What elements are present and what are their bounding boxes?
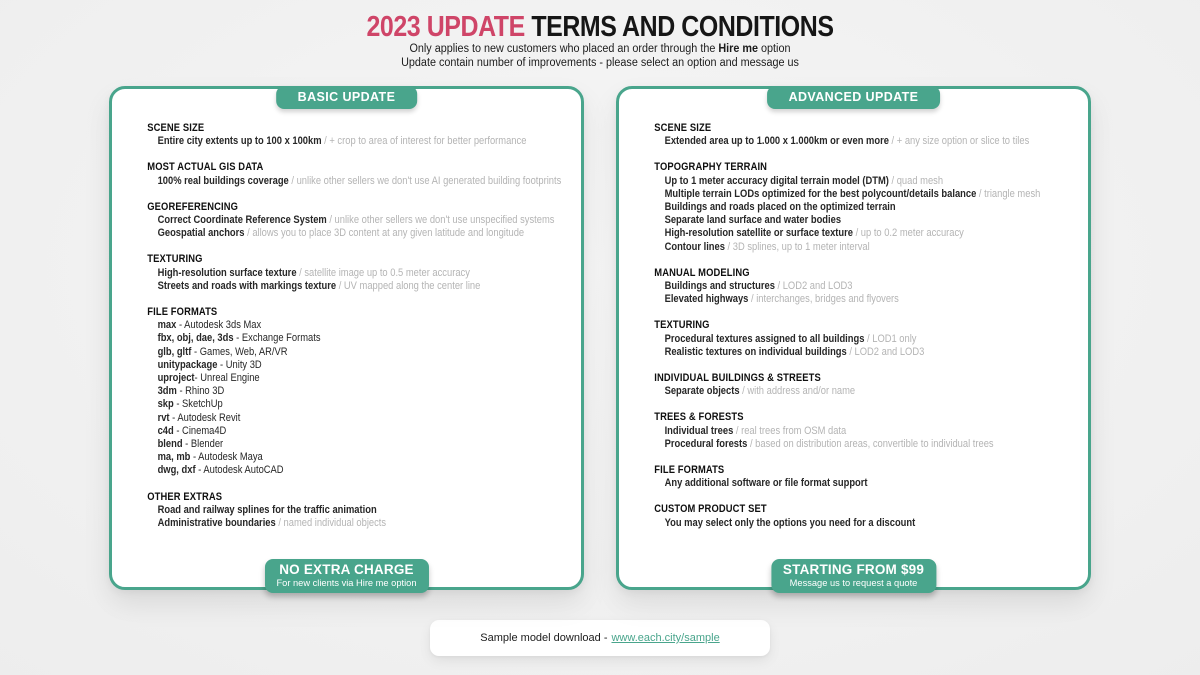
panel-advanced-update	[616, 86, 1091, 590]
section-header: GEOREFERENCING	[147, 200, 239, 213]
feature-item	[147, 504, 570, 517]
feature-main: High-resolution surface texture	[157, 266, 297, 279]
feature-main: Separate objects	[664, 385, 740, 398]
feature-note: / up to 0.2 meter accuracy	[852, 227, 964, 240]
feature-main: Geospatial anchors	[157, 227, 245, 240]
section	[147, 122, 570, 148]
feature-note: / + any size option or slice to tiles	[888, 135, 1030, 148]
format-description: - Blender	[182, 438, 224, 451]
feature-note: / unlike other sellers we don't use AI generated building footprints	[288, 174, 562, 187]
section	[654, 503, 1077, 529]
feature-item	[147, 267, 570, 280]
feature-main: Realistic textures on individual buildings	[664, 345, 847, 358]
badge-title: NO EXTRA CHARGE	[279, 561, 414, 577]
feature-note: / unlike other sellers we don't use unspecified systems	[326, 214, 555, 227]
feature-note: / quad mesh	[888, 174, 944, 187]
format-name: blend	[157, 438, 183, 451]
section	[147, 253, 570, 293]
feature-main: Multiple terrain LODs optimized for the best polycount/details balance	[664, 187, 977, 200]
section	[654, 319, 1077, 359]
title-highlight: 2023 UPDATE	[366, 11, 525, 43]
feature-item	[654, 214, 1077, 227]
feature-item	[654, 175, 1077, 188]
feature-main: Entire city extents up to 100 x 100km	[157, 135, 322, 148]
feature-item	[147, 425, 570, 438]
badge-subtitle: Message us to request a quote	[789, 577, 918, 588]
format-name: skp	[157, 398, 174, 411]
feature-note: / LOD2 and LOD3	[774, 280, 853, 293]
feature-item	[147, 372, 570, 385]
feature-main: Buildings and structures	[664, 280, 775, 293]
feature-note: / allows you to place 3D content at any given latitude and longitude	[244, 227, 525, 240]
feature-note: / 3D splines, up to 1 meter interval	[724, 240, 870, 253]
format-name: 3dm	[157, 385, 177, 398]
format-description: - SketchUp	[173, 398, 223, 411]
feature-main: Extended area up to 1.000 x 1.000km or even more	[664, 135, 889, 148]
section-header: TREES & FORESTS	[654, 411, 744, 424]
feature-note: / + crop to area of interest for better performance	[321, 135, 527, 148]
feature-item	[654, 438, 1077, 451]
feature-note: / interchanges, bridges and flyovers	[748, 293, 899, 306]
feature-main: You may select only the options you need for a discount	[664, 516, 916, 529]
feature-note: / LOD2 and LOD3	[846, 345, 925, 358]
feature-item	[147, 135, 570, 148]
starting-price-badge	[771, 559, 936, 594]
section-header: INDIVIDUAL BUILDINGS & STREETS	[654, 372, 821, 385]
feature-item	[654, 346, 1077, 359]
feature-note: / based on distribution areas, convertible to individual trees	[747, 437, 994, 450]
feature-main: Contour lines	[664, 240, 725, 253]
feature-item	[654, 241, 1077, 254]
format-name: rvt	[157, 411, 170, 424]
feature-note: / with address and/or name	[739, 385, 856, 398]
feature-item	[147, 359, 570, 372]
feature-item	[654, 280, 1077, 293]
feature-item	[654, 425, 1077, 438]
format-name: uproject	[157, 372, 195, 385]
section	[147, 491, 570, 531]
feature-note: / UV mapped along the center line	[336, 279, 481, 292]
panels-container	[0, 86, 1200, 590]
page-header	[0, 0, 1200, 70]
feature-item	[147, 412, 570, 425]
section	[147, 201, 570, 241]
feature-item	[654, 227, 1077, 240]
feature-note: / named individual objects	[275, 517, 387, 530]
feature-item	[147, 398, 570, 411]
feature-note: / triangle mesh	[976, 187, 1041, 200]
panel-tab-label: ADVANCED UPDATE	[788, 90, 919, 104]
section	[654, 122, 1077, 148]
feature-main: Correct Coordinate Reference System	[157, 214, 327, 227]
feature-item	[654, 201, 1077, 214]
feature-item	[147, 346, 570, 359]
feature-main: Any additional software or file format support	[664, 477, 868, 490]
feature-item	[147, 332, 570, 345]
section	[147, 306, 570, 478]
feature-main: Individual trees	[664, 424, 734, 437]
feature-item	[147, 280, 570, 293]
feature-item	[654, 517, 1077, 530]
panel-tab-label: BASIC UPDATE	[297, 90, 396, 104]
subtitle-line-1	[36, 43, 1164, 57]
feature-item	[147, 451, 570, 464]
feature-item	[147, 319, 570, 332]
feature-note: / real trees from OSM data	[733, 424, 847, 437]
section	[654, 161, 1077, 253]
hire-me-label: Hire me	[718, 43, 759, 55]
subtitle-1-pre: Only applies to new customers who placed an order through the	[409, 43, 716, 55]
format-description: - Autodesk AutoCAD	[195, 464, 284, 477]
page-title	[84, 12, 1116, 43]
section-header: OTHER EXTRAS	[147, 490, 223, 503]
badge-subtitle: For new clients via Hire me option	[276, 577, 417, 588]
section	[654, 372, 1077, 398]
feature-main: Buildings and roads placed on the optimized terrain	[664, 201, 896, 214]
feature-item	[147, 438, 570, 451]
feature-item	[654, 477, 1077, 490]
feature-item	[654, 293, 1077, 306]
feature-main: Up to 1 meter accuracy digital terrain model (DTM)	[664, 174, 889, 187]
format-name: fbx, obj, dae, 3ds	[157, 332, 234, 345]
feature-note: / LOD1 only	[864, 332, 917, 345]
subtitle-1-post: option	[761, 43, 791, 55]
sample-download-bar	[430, 620, 770, 656]
section-header: FILE FORMATS	[654, 464, 725, 477]
feature-main: Road and railway splines for the traffic animation	[157, 503, 377, 516]
feature-item	[147, 517, 570, 530]
feature-item	[654, 135, 1077, 148]
section-header: CUSTOM PRODUCT SET	[654, 503, 767, 516]
feature-main: 100% real buildings coverage	[157, 174, 289, 187]
format-description: - Games, Web, AR/VR	[191, 345, 288, 358]
feature-main: High-resolution satellite or surface texture	[664, 227, 853, 240]
panel-sections	[619, 89, 1088, 530]
feature-main: Administrative boundaries	[157, 517, 276, 530]
section	[147, 161, 570, 187]
section-header: SCENE SIZE	[147, 122, 205, 134]
format-name: c4d	[157, 424, 174, 437]
feature-item	[654, 333, 1077, 346]
format-name: dwg, dxf	[157, 464, 196, 477]
format-description: - Autodesk 3ds Max	[176, 319, 262, 332]
format-description: - Autodesk Maya	[190, 451, 263, 464]
format-name: unitypackage	[157, 358, 218, 371]
section-header: TOPOGRAPHY TERRAIN	[654, 161, 768, 174]
feature-main: Procedural textures assigned to all buildings	[664, 332, 865, 345]
format-name: ma, mb	[157, 451, 191, 464]
section-header: SCENE SIZE	[654, 122, 712, 134]
format-description: - Rhino 3D	[176, 385, 225, 398]
section-header: TEXTURING	[147, 253, 203, 266]
feature-item	[147, 227, 570, 240]
format-description: - Autodesk Revit	[169, 411, 241, 424]
section	[654, 411, 1077, 451]
no-extra-charge-badge	[264, 559, 428, 594]
feature-main: Procedural forests	[664, 437, 748, 450]
section-header: TEXTURING	[654, 319, 710, 332]
sample-download-label: Sample model download -	[480, 632, 608, 644]
section	[654, 267, 1077, 307]
sample-download-link[interactable]: www.each.city/sample	[611, 632, 720, 644]
feature-item	[147, 385, 570, 398]
section-header: FILE FORMATS	[147, 306, 218, 319]
format-description: - Unreal Engine	[194, 372, 260, 385]
feature-item	[654, 188, 1077, 201]
format-description: - Unity 3D	[217, 358, 262, 371]
badge-title: STARTING FROM $99	[782, 561, 925, 577]
panel-basic-update	[109, 86, 584, 590]
feature-item	[147, 464, 570, 477]
feature-item	[147, 175, 570, 188]
section	[654, 464, 1077, 490]
feature-item	[654, 385, 1077, 398]
subtitle-line-2: Update contain number of improvements - please select an option and message us	[401, 56, 799, 69]
panel-sections	[112, 89, 581, 530]
title-rest: TERMS AND CONDITIONS	[531, 11, 834, 43]
feature-note: / satellite image up to 0.5 meter accuracy	[296, 266, 470, 279]
feature-main: Separate land surface and water bodies	[664, 214, 842, 227]
section-header: MANUAL MODELING	[654, 266, 750, 279]
format-name: glb, gltf	[157, 345, 192, 358]
format-name: max	[157, 319, 177, 332]
format-description: - Cinema4D	[173, 424, 227, 437]
feature-main: Streets and roads with markings texture	[157, 279, 337, 292]
format-description: - Exchange Formats	[233, 332, 321, 345]
feature-item	[147, 214, 570, 227]
section-header: MOST ACTUAL GIS DATA	[147, 161, 264, 174]
feature-main: Elevated highways	[664, 293, 749, 306]
